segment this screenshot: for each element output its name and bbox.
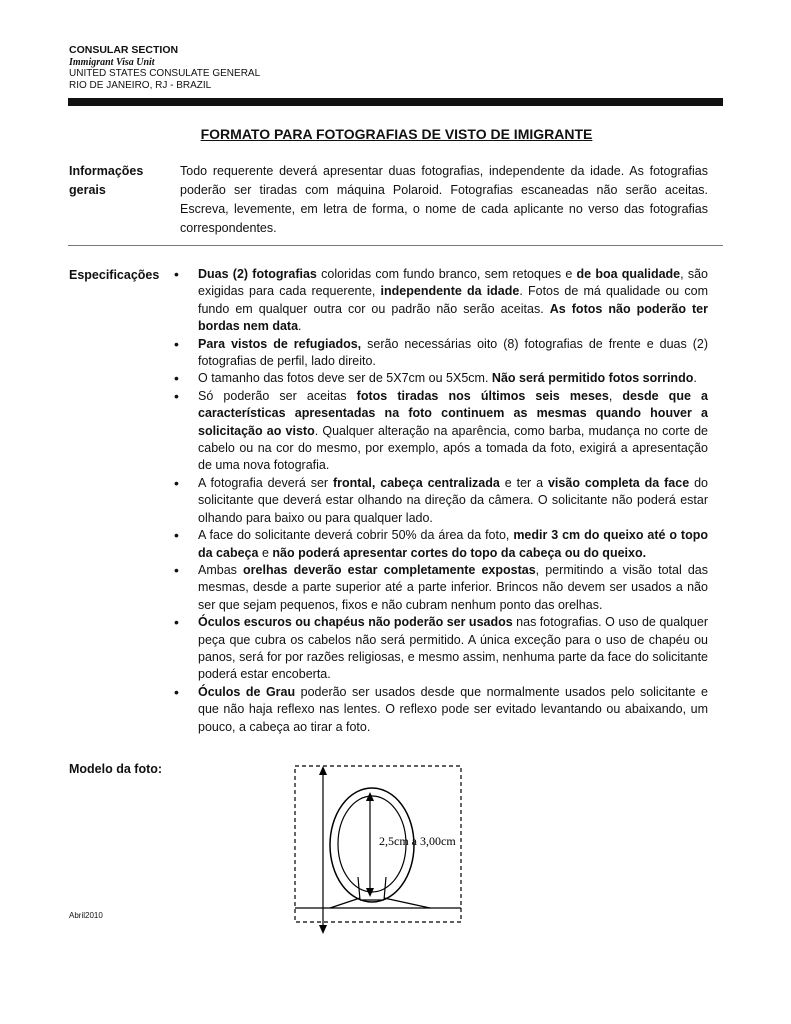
spec-emphasis: independente da idade (380, 284, 520, 299)
header-divider (68, 98, 723, 106)
spec-item (174, 387, 708, 475)
spec-text: e (258, 545, 273, 560)
shoulder-left (330, 898, 360, 908)
spec-emphasis: não poderá apresentar cortes do topo da cabeça ou do queixo. (272, 545, 647, 560)
footer-date: Abril2010 (69, 911, 103, 920)
spec-emphasis: Óculos de Grau (198, 684, 296, 699)
spec-item (174, 370, 708, 387)
spec-text: e ter a (499, 475, 548, 490)
spec-text: . (298, 319, 302, 334)
spec-text: , (608, 388, 623, 403)
spec-text: A fotografia deverá ser (198, 475, 333, 490)
general-label-line2: gerais (69, 183, 106, 197)
spec-text: Ambas (198, 562, 244, 577)
spec-emphasis: de boa qualidade (576, 267, 681, 281)
consular-header (69, 45, 260, 91)
spec-item (174, 335, 708, 371)
spec-text: . Qualquer alteração na aparência, como barba, mudança no corte de cabelo ou na cor do mesmo, por exemplo, após a tomada da foto, exigirá a apresentação de uma nova fotografia. (198, 423, 708, 473)
height-arrow-top (319, 766, 327, 775)
spec-text: . (693, 371, 697, 386)
bullet-icon: • (174, 335, 179, 352)
height-arrow-bottom (319, 925, 327, 934)
bullet-icon: • (174, 683, 179, 700)
bullet-icon: • (174, 561, 179, 578)
spec-item (174, 561, 708, 614)
spec-emphasis: medir 3 cm do queixo até o topo da cabeça (198, 528, 708, 560)
bullet-icon: • (174, 387, 179, 404)
bullet-icon: • (174, 370, 179, 387)
specs-label: Especificações (69, 268, 160, 282)
header-unit: Immigrant Visa Unit (69, 56, 155, 68)
spec-text: , são exigidas para cada requerente, (198, 267, 708, 299)
page-title: FORMATO PARA FOTOGRAFIAS DE VISTO DE IMIGRANTE (200, 126, 593, 142)
header-section: CONSULAR SECTION (69, 44, 179, 56)
spec-text: do solicitante que deverá estar olhando na direção da câmera. O solicitante não poderá estar olhando para baixo ou para qualquer lado. (198, 475, 708, 525)
spec-emphasis: fotos tiradas nos últimos seis meses (356, 388, 609, 403)
header-location: RIO DE JANEIRO, RJ - BRAZIL (69, 79, 212, 91)
general-text: Todo requerente deverá apresentar duas fotografias, independente da idade. As fotografias poderão ser tiradas com máquina Polaroid. Fotografias escaneadas não serão aceitas. Escreva, levemente, em letra de forma, o nome de cada aplicante no verso das fotografias correspondentes. (180, 164, 708, 235)
spec-text: coloridas com fundo branco, sem retoques e (316, 267, 577, 281)
spec-emphasis: As fotos não poderão ter bordas nem data (198, 301, 708, 334)
general-label (69, 162, 143, 200)
spec-item (174, 474, 708, 527)
spec-item (174, 266, 709, 336)
bullet-icon: • (174, 266, 179, 282)
spec-text: poderão ser usados desde que normalmente usados pelo solicitante e que não haja reflexo nas lentes. O reflexo pode ser evitado levantando ou abaixando, um pouco, a cabeça ao tirar a foto. (198, 684, 708, 734)
specs-list (174, 266, 709, 736)
spec-text: , permitindo a visão total das mesmas, desde a parte superior até a parte inferior. Brincos não devem ser usados a não ser que sejam pequenos, fixos e não cubram nenhum ponto das orelhas. (198, 562, 708, 612)
spec-item (174, 527, 708, 562)
spec-emphasis: Óculos escuros ou chapéus não poderão ser usados (198, 615, 513, 630)
spec-emphasis: frontal, cabeça centralizada (333, 475, 500, 490)
bullet-icon: • (174, 527, 179, 544)
spec-text: A face do solicitante deverá cobrir 50% da área da foto, (198, 528, 514, 543)
spec-emphasis: Para vistos de refugiados, (198, 336, 362, 351)
spec-text: Só poderão ser aceitas (198, 388, 357, 403)
bullet-icon: • (174, 614, 179, 631)
header-consulate: UNITED STATES CONSULATE GENERAL (69, 68, 261, 79)
spec-item (174, 614, 708, 684)
spec-text: serão necessárias oito (8) fotografias de frente e duas (2) fotografias de perfil, lado direito. (198, 336, 708, 369)
spec-text: O tamanho das fotos deve ser de 5X7cm ou 5X5cm. (198, 371, 492, 386)
spec-emphasis: orelhas deverão estar completamente expostas (243, 562, 536, 577)
spec-emphasis: desde que a características apresentadas na foto continuem as mesmas quando houver a solicitação ao visto (198, 388, 708, 438)
photo-model-label: Modelo da foto: (69, 762, 163, 776)
face-measure-label: 2,5cm a 3,00cm (379, 834, 456, 848)
spec-emphasis: Não será permitido fotos sorrindo (491, 371, 694, 386)
spec-emphasis: visão completa da face (547, 475, 690, 490)
spec-text: . Fotos de má qualidade ou com fundo em qualquer outra cor ou padrão não serão aceitas. (198, 284, 709, 316)
spec-emphasis: Duas (2) fotografias (198, 267, 317, 281)
spec-item (174, 683, 708, 736)
shoulder-right (384, 898, 430, 908)
general-label-line1: Informações (69, 164, 144, 178)
section-divider (68, 245, 723, 246)
photo-model-diagram (290, 762, 470, 937)
spec-text: nas fotografias. O uso de qualquer peça que cubra os cabelos não será permitido. A única exceção para o uso de chapéu ou panos, será for por razões religiosas, e mesmo assim, nenhuma parte da face do solicitante poderá estar encoberta. (198, 615, 708, 682)
bullet-icon: • (174, 474, 179, 491)
